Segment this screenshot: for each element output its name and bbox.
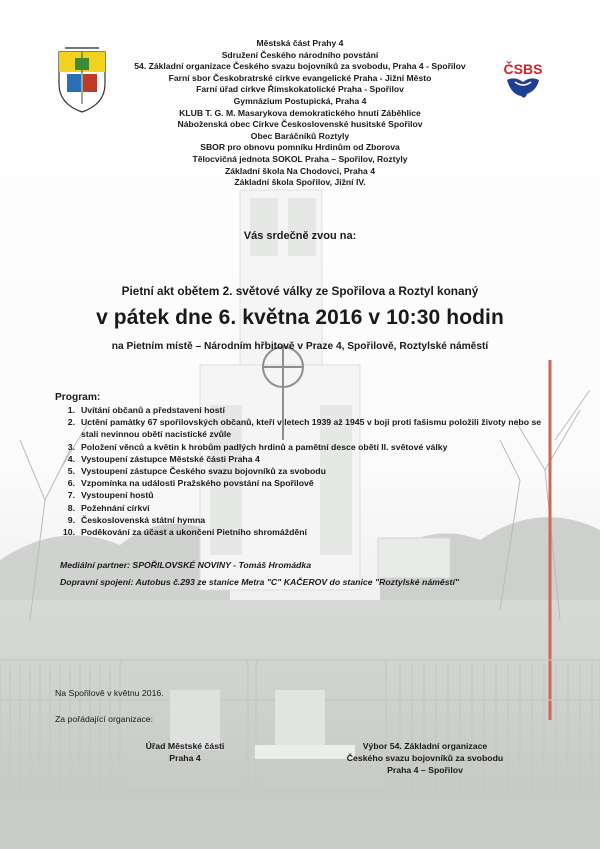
organization-item: Gymnázium Postupická, Praha 4 xyxy=(233,95,367,106)
organization-item: Farní úřad církve Římskokatolické Praha - Spořilov xyxy=(196,84,404,95)
signatory-left: Úřad Městské části Praha 4 xyxy=(145,741,225,763)
organization-item: Obec Baráčníků Roztyly xyxy=(250,130,350,141)
transport-info: Dopravní spojení: Autobus č.293 ze stanice Metra "C" KAČEROV do stanice "Roztylské náměstí" xyxy=(60,577,459,587)
place-date: Na Spořilově v květnu 2016. xyxy=(55,688,164,698)
program-item: 9. Československá státní hymna xyxy=(67,514,206,525)
organization-item: Městská část Prahy 4 xyxy=(256,38,344,48)
event-place: na Pietním místě – Národním hřbitově v Praze 4, Spořilově, Roztylské náměstí xyxy=(111,341,489,352)
program-list xyxy=(55,404,555,538)
signatory-right: Výbor 54. Základní organizace Českého svazu bojovníků za svobodu Praha 4 – Spořilov xyxy=(346,741,504,775)
organization-item: Tělocvičná jednota SOKOL Praha – Spořilov, Roztyly xyxy=(192,153,408,164)
media-partner: Mediální partner: SPOŘILOVSKÉ NOVINY - Tomáš Hromádka xyxy=(60,560,312,570)
organization-item: SBOR pro obnovu pomníku Hrdinům od Zborova xyxy=(200,142,400,153)
event-date: v pátek dne 6. května 2016 v 10:30 hodin xyxy=(96,306,504,329)
program-item: 6. Vzpomínka na události Pražského povstání na Spořilově xyxy=(67,478,314,489)
organization-item: Náboženská obec Církve Československé husitské Spořilov xyxy=(177,119,423,130)
program-item: 3. Položení věnců a květin k hrobům padlých hrdinů a pamětní desce obětí II. světové války xyxy=(67,441,448,452)
organization-item: Sdružení Českého národního povstání xyxy=(221,49,379,60)
program-item: 7. Vystoupení hostů xyxy=(67,490,154,501)
csbs-logo xyxy=(497,56,549,102)
organizations-list xyxy=(100,38,500,189)
program-item: 1. Uvítání občanů a představení hostí xyxy=(67,405,225,415)
event-title: Pietní akt obětem 2. světové války ze Spořilova a Roztyl konaný xyxy=(121,284,479,298)
organization-item: Základní škola Na Chodovci, Praha 4 xyxy=(225,165,375,176)
program-item: 8. Požehnání církví xyxy=(67,502,150,513)
organization-item: Základní škola Spořilov, Jižní IV. xyxy=(234,177,366,188)
program-item: 2. Uctění památky 67 spořilovských občanů, kteří v letech 1939 až 1945 v boji proti fašismu položili životy nebo se stali nevinnou obětí nacistické zvůle xyxy=(67,417,542,440)
organizers-label: Za pořádající organizace: xyxy=(55,714,154,724)
program-item: 5. Vystoupení zástupce Českého svazu bojovníků za svobodu xyxy=(67,466,326,477)
svg-text:ČSBS: ČSBS xyxy=(503,61,543,77)
program-title: Program: xyxy=(55,392,101,403)
organization-item: Farní sbor Českobratrské církve evangelické Praha - Jižní Město xyxy=(168,72,432,83)
organization-item: KLUB T. G. M. Masarykova demokratického hnutí Záběhlice xyxy=(179,107,421,118)
organization-item: 54. Základní organizace Českého svazu bojovníků za svobodu, Praha 4 - Spořilov xyxy=(134,61,466,72)
invitation-text: Vás srdečně zvou na: xyxy=(243,230,357,242)
program-item: 10. Poděkování za účast a ukončení Pietního shromáždění xyxy=(62,527,307,538)
program-item: 4. Vystoupení zástupce Městské části Praha 4 xyxy=(67,453,260,464)
